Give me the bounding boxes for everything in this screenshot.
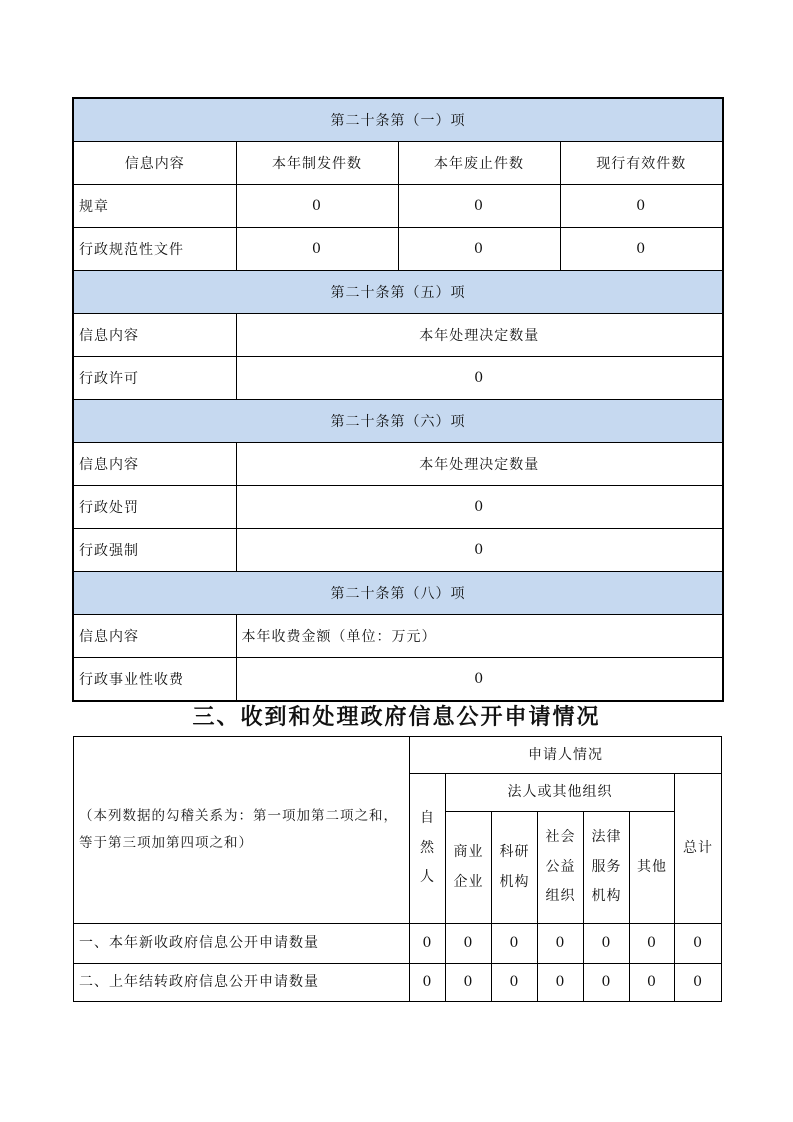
header-label: 社会公益组织 [545,829,576,905]
cell-value: 0 [410,964,446,1002]
section-header-6 [73,400,723,443]
row-label: 规章 [73,185,236,228]
column-header-row [73,443,723,486]
cell-value: 0 [398,185,560,228]
cell-value: 0 [236,228,398,271]
header-label: 自然人 [420,810,435,886]
row-label: 行政许可 [73,357,236,400]
table-row [74,924,722,964]
column-header-row [73,142,723,185]
row-label: 行政事业性收费 [73,658,236,702]
cell-value: 0 [236,486,723,529]
cell-value: 0 [630,964,675,1002]
table-row [73,529,723,572]
total-header: 总计 [675,774,722,924]
row-label: 行政处罚 [73,486,236,529]
cell-value: 0 [236,357,723,400]
cell-value: 0 [398,228,560,271]
row-label: 一、本年新收政府信息公开申请数量 [74,924,410,964]
cell-value: 0 [236,529,723,572]
cell-value: 0 [584,924,630,964]
legal-entity-header: 法人或其他组织 [446,774,675,812]
cell-value: 0 [560,228,723,271]
cell-value: 0 [410,924,446,964]
cell-value: 0 [492,924,538,964]
regulations-table [72,97,724,702]
table-row [73,658,723,702]
column-header: 本年处理决定数量 [236,314,723,357]
column-header: 信息内容 [73,314,236,357]
section-title: 第二十条第（八）项 [73,572,723,615]
column-header: 信息内容 [73,142,236,185]
column-header: 本年废止件数 [398,142,560,185]
legal-col-header: 其他 [630,812,675,924]
column-header: 本年制发件数 [236,142,398,185]
header-label: 法律服务机构 [591,829,622,905]
cell-value: 0 [538,924,584,964]
row-label: 行政强制 [73,529,236,572]
section-title: 第二十条第（六）项 [73,400,723,443]
table-row [73,357,723,400]
legal-col-header [492,812,538,924]
cell-value: 0 [560,185,723,228]
section-header-5 [73,271,723,314]
table-row [73,185,723,228]
cell-value: 0 [675,964,722,1002]
column-header-row [73,615,723,658]
section-heading: 三、收到和处理政府信息公开申请情况 [192,704,601,730]
requests-table [73,736,722,1002]
row-label: 二、上年结转政府信息公开申请数量 [74,964,410,1002]
legal-col-header [584,812,630,924]
column-header: 信息内容 [73,443,236,486]
row-label: 行政规范性文件 [73,228,236,271]
cell-value: 0 [675,924,722,964]
section-title: 第二十条第（五）项 [73,271,723,314]
cell-value: 0 [584,964,630,1002]
cell-value: 0 [538,964,584,1002]
section-title: 第二十条第（一）项 [73,98,723,142]
header-label: 科研机构 [499,844,530,890]
section-header-8 [73,572,723,615]
cell-value: 0 [236,185,398,228]
legal-col-header [538,812,584,924]
cell-value: 0 [236,658,723,702]
applicant-header: 申请人情况 [410,737,722,774]
table-row [74,964,722,1002]
header-label: 商业企业 [453,844,484,890]
cell-value: 0 [446,924,492,964]
cell-value: 0 [630,924,675,964]
cell-value: 0 [492,964,538,1002]
table-row [73,228,723,271]
legal-col-header [446,812,492,924]
column-header-row [73,314,723,357]
note-cell: （本列数据的勾稽关系为：第一项加第二项之和，等于第三项加第四项之和） [74,737,410,924]
natural-person-header [410,774,446,924]
column-header: 本年收费金额（单位：万元） [236,615,723,658]
column-header: 现行有效件数 [560,142,723,185]
table-row [73,486,723,529]
header-row [74,737,722,774]
column-header: 本年处理决定数量 [236,443,723,486]
cell-value: 0 [446,964,492,1002]
section-header-1 [73,98,723,142]
column-header: 信息内容 [73,615,236,658]
